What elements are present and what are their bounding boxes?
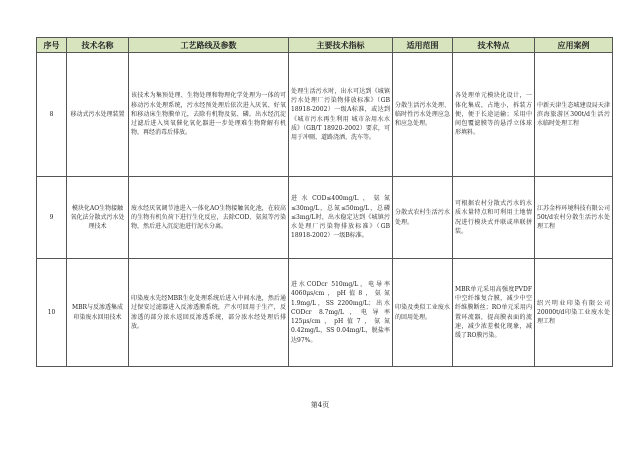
row-cases: 绍兴明业印染有限公司20000t/d印染工业废水处理工程 bbox=[535, 259, 613, 367]
row-process: 印染废水先经MBR生化处理系统后进入中间水池，然后通过保安过滤器进入反渗透膜系统，产水可回用于生产，反渗透的部分浓水返回反渗透系统，部分浓水经处理后排放。 bbox=[129, 259, 289, 367]
row-process: 该技术为集预处理、生物处理和物理化学处理为一体的可移动污水处理系统，污水经预处理后依次进入厌氧、好氧和移动床生物膜单元，去除有机物及氨、磷。出水经沉淀过滤后进入臭氧催化氧化器进一步处理难生物降解有机物，再经消毒后排放。 bbox=[129, 53, 289, 177]
table-row bbox=[37, 259, 613, 367]
row-scope: 分散生活污水处理、临时性污水处理应急和应急处理。 bbox=[393, 53, 453, 177]
row-scope: 印染及类似工业废水的回用处理。 bbox=[393, 259, 453, 367]
row-features: 各处理单元模块化设计，一体化集成，占地小，拆装方便，便于长途运输；采用中间包覆滤膜等的悬浮立体球形填料。 bbox=[453, 53, 535, 177]
header-cases: 应用案例 bbox=[535, 38, 613, 53]
row-cases: 江苏金梓环境科技有限公司50t/d农村分散生活污水处理工程 bbox=[535, 177, 613, 259]
row-name: 模块化AO生物接触氧化法分散式污水处理技术 bbox=[67, 177, 129, 259]
row-scope: 分散式农村生活污水处理。 bbox=[393, 177, 453, 259]
row-name: 移动式污水处理装置 bbox=[67, 53, 129, 177]
page-number: 第4页 bbox=[310, 401, 330, 409]
table-row bbox=[37, 53, 613, 177]
row-cases: 中新天津生态城建设局天津滨海旅游区300t/d生活污水临时处理工程 bbox=[535, 53, 613, 177]
row-indicators: 进水CODcr 510mg/L，电导率4060μs/cm，pH值8，氨氮1.9mg/L，SS 2200mg/L；出水CODcr 8.7mg/L，电导率125μs/cm，pH值7，氨氮0.42mg/L，SS 0.04mg/L，脱盐率达97%。 bbox=[289, 259, 393, 367]
header-process: 工艺路线及参数 bbox=[129, 38, 289, 53]
row-indicators: 处理生活污水时，出水可达到《城镇污水处理厂污染物排放标准》（GB 18918-2002）一级A标准，或达到《城市污水再生利用 城市杂用水水质》（GB/T 18920-2002）要求，可用于冲厕、道路浇洒、洗车等。 bbox=[289, 53, 393, 177]
row-no: 10 bbox=[37, 259, 67, 367]
header-indicators: 主要技术指标 bbox=[289, 38, 393, 53]
table-row bbox=[37, 177, 613, 259]
technology-table bbox=[36, 37, 613, 367]
row-features: 可根据农村分散式污水的水质水量特点和可利用土地情况进行模块式并联或串联拼装。 bbox=[453, 177, 535, 259]
header-name: 技术名称 bbox=[67, 38, 129, 53]
row-no: 8 bbox=[37, 53, 67, 177]
header-no: 序号 bbox=[37, 38, 67, 53]
row-no: 9 bbox=[37, 177, 67, 259]
header-scope: 适用范围 bbox=[393, 38, 453, 53]
row-indicators: 进水COD≤400mg/L，氨氮≤30mg/L，总氮≤50mg/L，总磷≤3mg/L时，出水稳定达到《城镇污水处理厂污染物排放标准》（GB 18918-2002）一级B标准。 bbox=[289, 177, 393, 259]
header-features: 技术特点 bbox=[453, 38, 535, 53]
row-process: 废水经厌氧调节池进入一体化AO生物接触氧化池，在较高的生物有机负荷下进行生化反应，去除COD、氨氮等污染物，然后进入沉淀池进行泥水分离。 bbox=[129, 177, 289, 259]
row-name: MBR与反渗透集成印染废水回用技术 bbox=[67, 259, 129, 367]
table-header-row bbox=[37, 38, 613, 53]
row-features: MBR单元采用高强度PVDF中空纤维复合膜，减少中空纤维膜断丝；RO单元采用内置环流器，提高膜表面的流速，减少浓差极化现象，减缓了RO膜污染。 bbox=[453, 259, 535, 367]
